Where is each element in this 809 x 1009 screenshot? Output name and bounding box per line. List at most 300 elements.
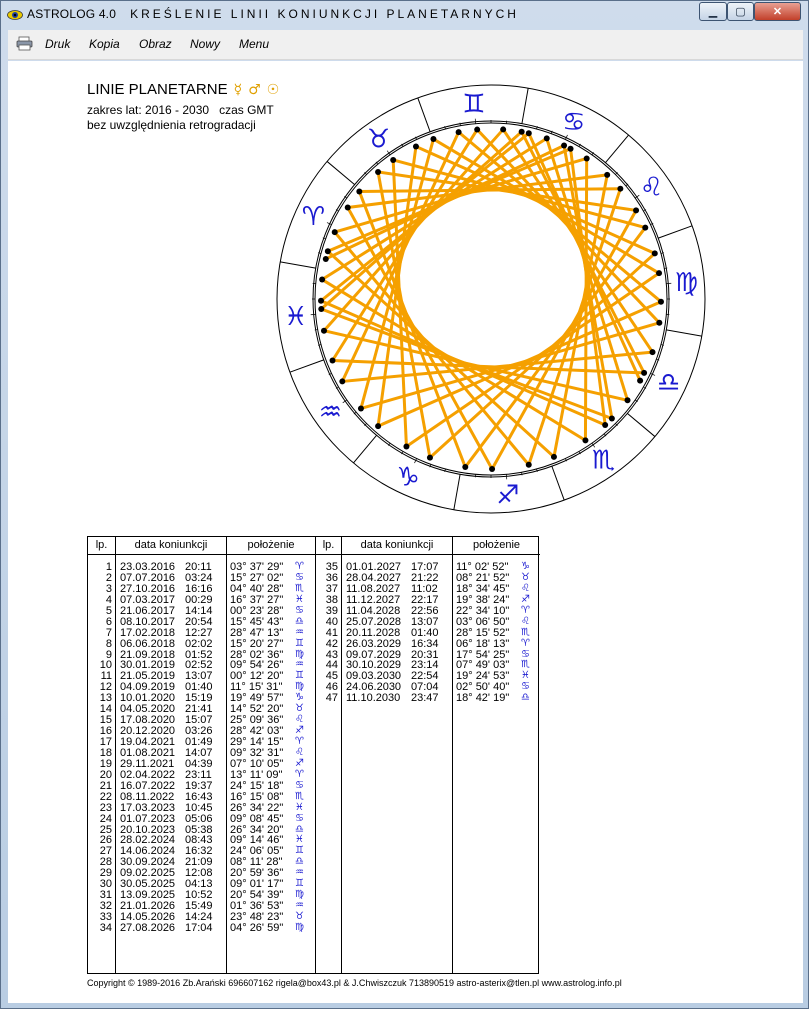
row-date: 14.05.2026 (120, 911, 176, 923)
row-sign-icon: ♊ (295, 845, 304, 857)
row-date: 01.07.2023 (120, 812, 176, 825)
conjunction-dot (489, 466, 495, 472)
row-time: 19:37 (185, 779, 213, 792)
row-degrees: 15° 45' 43" (230, 615, 284, 628)
zodiac-sign-icon: ♏ (591, 445, 616, 476)
row-date: 11.12.2027 (346, 593, 401, 606)
row-date: 11.08.2027 (346, 582, 401, 595)
retrograde-note: bez uwzględnienia retrogradacji (87, 118, 256, 132)
row-sign-icon: ♈ (521, 637, 530, 649)
row-sign-icon: ♎ (521, 692, 530, 704)
row-degrees: 04° 26' 59" (230, 921, 284, 934)
zodiac-sign-icon: ♉ (366, 124, 391, 155)
row-number: 20 (99, 768, 112, 781)
row-number: 44 (325, 659, 338, 672)
row-time: 04:13 (185, 878, 213, 891)
zodiac-sign-icon: ♓ (284, 302, 308, 333)
row-degrees: 13° 11' 09" (230, 768, 283, 781)
close-icon: ✕ (772, 6, 783, 18)
zodiac-sign-icon: ♍ (674, 267, 698, 298)
row-datetime (342, 693, 452, 704)
menu-druk[interactable]: Druk (45, 37, 71, 51)
conjunction-dot (561, 142, 567, 148)
row-date: 02.04.2022 (120, 768, 176, 781)
mercury-icon: ☿ (233, 82, 243, 98)
row-degrees: 09° 32' 31" (230, 746, 284, 759)
conjunction-dot (427, 455, 433, 461)
row-date: 25.07.2028 (346, 615, 402, 628)
row-date: 09.03.2030 (346, 670, 402, 683)
row-degrees: 06° 18' 13" (456, 637, 510, 650)
row-sign-icon: ♌ (521, 615, 530, 627)
row-sign-icon: ♉ (295, 703, 304, 715)
row-date: 19.04.2021 (120, 736, 176, 748)
row-date: 23.03.2016 (120, 561, 176, 573)
row-time: 05:38 (185, 823, 213, 836)
minimize-button[interactable] (699, 2, 727, 21)
row-sign-icon: ♍ (295, 889, 304, 901)
row-number: 7 (105, 626, 112, 639)
zodiac-sign-icon: ♑ (396, 462, 420, 493)
col-lp-1 (88, 537, 116, 973)
conjunction-dot (519, 129, 525, 135)
row-degrees: 09° 54' 26" (230, 659, 284, 672)
row-time: 15:07 (185, 714, 213, 727)
row-number: 11 (100, 670, 112, 683)
row-sign-icon: ♈ (295, 768, 304, 780)
maximize-icon: ▢ (735, 6, 746, 18)
conjunction-dot (323, 256, 329, 262)
row-time: 03:24 (185, 571, 213, 584)
row-number: 14 (99, 703, 112, 716)
conjunction-dot (625, 397, 631, 403)
row-date: 28.04.2027 (346, 571, 402, 584)
row-number: 8 (105, 637, 112, 650)
row-date: 11.10.2030 (346, 692, 401, 705)
row-date: 21.06.2017 (120, 604, 176, 617)
conjunction-table (87, 536, 539, 974)
row-degrees: 24° 06' 05" (230, 845, 284, 858)
menu-kopia[interactable]: Kopia (89, 37, 120, 51)
chart-title-text: LINIE PLANETARNE (87, 81, 228, 98)
col-date-1 (116, 537, 227, 973)
row-sign-icon: ♌ (295, 746, 304, 758)
conjunction-dot (375, 423, 381, 429)
conjunction-dot (356, 188, 362, 194)
col-pos-1 (227, 537, 316, 973)
row-date: 17.02.2018 (120, 626, 176, 639)
row-time: 22:17 (411, 593, 439, 606)
row-date: 17.08.2020 (120, 714, 176, 727)
row-time: 11:02 (411, 582, 438, 595)
row-time: 16:16 (185, 582, 213, 595)
conjunction-dot (474, 127, 480, 133)
row-sign-icon: ♋ (295, 571, 304, 583)
row-time: 10:52 (185, 889, 213, 902)
row-degrees: 09° 08' 45" (230, 812, 284, 825)
conjunction-dot (332, 229, 338, 235)
row-degrees: 28° 15' 52" (456, 626, 510, 639)
conjunction-dot (500, 126, 506, 132)
row-number: 41 (325, 626, 338, 639)
zodiac-sign-icon: ♈ (301, 202, 326, 233)
row-sign-icon: ♋ (295, 604, 304, 616)
row-sign-icon: ♓ (521, 670, 530, 682)
conjunction-dot (656, 320, 662, 326)
zodiac-sign-icon: ♎ (656, 367, 681, 398)
row-degrees: 26° 34' 20" (230, 823, 284, 836)
row-time: 14:07 (185, 746, 213, 759)
row-degrees: 25° 09' 36" (230, 714, 284, 727)
conjunction-dot (319, 277, 325, 283)
row-sign-icon: ♐ (295, 725, 304, 737)
lp-list-1 (88, 562, 115, 934)
menu-bar (8, 30, 803, 60)
row-sign-icon: ♐ (295, 757, 304, 769)
row-sign-icon: ♊ (295, 670, 304, 682)
row-time: 21:22 (411, 571, 439, 584)
col-lp-2 (316, 537, 342, 973)
row-number: 9 (105, 648, 112, 661)
row-time: 20:54 (185, 615, 213, 628)
row-date: 10.01.2020 (120, 692, 176, 705)
row-time: 22:54 (411, 670, 439, 683)
row-date: 21.05.2019 (120, 670, 176, 683)
row-time: 15:49 (185, 900, 213, 913)
row-number: 25 (99, 823, 112, 836)
row-sign-icon: ♋ (295, 812, 304, 824)
row-degrees: 16° 37' 27" (230, 593, 284, 606)
row-time: 05:06 (185, 812, 213, 825)
row-degrees: 19° 38' 24" (456, 593, 510, 606)
row-sign-icon: ♋ (295, 779, 304, 791)
row-number: 17 (99, 736, 112, 748)
row-sign-icon: ♋ (521, 648, 530, 660)
row-date: 01.01.2027 (346, 561, 402, 573)
row-number: 23 (99, 801, 112, 814)
row-time: 23:14 (411, 659, 439, 672)
col-pos-2 (453, 537, 540, 973)
row-sign-icon: ♉ (295, 911, 304, 922)
row-number: 34 (99, 921, 112, 934)
row-position (453, 693, 540, 704)
row-date: 20.11.2028 (346, 626, 401, 639)
wheel-rings (277, 85, 705, 513)
menu-obraz[interactable]: Obraz (139, 37, 172, 51)
row-number: 29 (99, 867, 112, 880)
row-degrees: 28° 02' 36" (230, 648, 284, 661)
menu-menu[interactable]: Menu (239, 37, 270, 51)
row-time: 14:14 (185, 604, 213, 617)
row-date: 07.03.2017 (120, 593, 176, 606)
row-time: 12:27 (185, 626, 213, 639)
row-time: 17:04 (185, 921, 213, 934)
row-sign-icon: ♎ (295, 823, 304, 835)
row-degrees: 24° 15' 18" (230, 779, 284, 792)
conjunction-dot (642, 225, 648, 231)
row-sign-icon: ♒ (295, 659, 304, 671)
row-degrees: 28° 42' 03" (230, 725, 284, 738)
conjunction-dot (658, 299, 664, 305)
row-sign-icon: ♉ (521, 571, 530, 583)
conjunction-dot (604, 172, 610, 178)
row-degrees: 08° 11' 28" (230, 856, 283, 869)
conjunction-dot (430, 136, 436, 142)
row-time: 10:45 (185, 801, 213, 814)
header-lp-2: lp. (316, 537, 341, 555)
row-number: 3 (105, 582, 112, 595)
row-date: 06.06.2018 (120, 637, 176, 650)
date-list-1 (116, 562, 226, 934)
row-date: 26.03.2029 (346, 637, 402, 650)
row-time: 20:11 (185, 561, 212, 573)
row-time: 08:43 (185, 834, 213, 847)
row-number: 37 (325, 582, 338, 595)
row-time: 21:09 (185, 856, 213, 869)
conjunction-dot (568, 146, 574, 152)
row-time: 13:07 (411, 615, 439, 628)
row-date: 30.01.2019 (120, 659, 176, 672)
conjunction-dot (526, 130, 532, 136)
row-time: 17:07 (411, 561, 439, 573)
row-degrees: 20° 59' 36" (230, 867, 284, 880)
row-degrees: 22° 34' 10" (456, 604, 510, 617)
row-sign-icon: ♓ (295, 834, 304, 846)
window-title (27, 7, 519, 21)
zodiac-sign-icon: ♒ (318, 397, 343, 428)
row-time: 15:19 (185, 692, 213, 705)
row-number: 38 (325, 593, 338, 606)
mars-icon: ♂ (248, 82, 261, 98)
row-time: 01:40 (411, 626, 439, 639)
row-number: 21 (99, 779, 112, 792)
header-pos: położenie (227, 537, 315, 555)
row-sign-icon: ♊ (295, 637, 304, 649)
row-degrees: 09° 14' 46" (230, 834, 284, 847)
row-number: 10 (99, 659, 112, 672)
minimize-icon: ▁ (708, 6, 718, 18)
row-date: 21.01.2026 (120, 900, 176, 913)
row-sign-icon: ♍ (295, 921, 304, 933)
row-date: 30.10.2029 (346, 659, 402, 672)
row-time: 01:49 (185, 736, 213, 748)
row-degrees: 11° 02' 52" (456, 561, 509, 573)
row-date: 29.11.2021 (120, 757, 175, 770)
zodiac-sign-icon: ♊ (462, 89, 486, 120)
header-date-2: data koniunkcji (342, 537, 452, 555)
header-lp: lp. (88, 537, 115, 555)
conjunction-dot (617, 186, 623, 192)
row-sign-icon: ♐ (521, 593, 530, 605)
row-sign-icon: ♒ (295, 626, 304, 638)
row-degrees: 23° 48' 23" (230, 911, 284, 923)
row-number: 30 (99, 878, 112, 891)
row-degrees: 00° 23' 28" (230, 604, 284, 617)
row-number: 24 (99, 812, 112, 825)
row-time: 13:07 (185, 670, 213, 683)
row-number: 27 (99, 845, 112, 858)
row-time: 16:43 (185, 790, 213, 803)
row-number: 4 (105, 593, 112, 606)
row-degrees: 08° 21' 52" (456, 571, 510, 584)
conjunction-dot (650, 349, 656, 355)
row-number: 40 (325, 615, 338, 628)
row-time: 01:52 (185, 648, 213, 661)
title-bar[interactable] (1, 1, 808, 29)
printer-icon[interactable] (16, 36, 33, 51)
row-sign-icon: ♍ (295, 681, 304, 693)
row-datetime (116, 923, 226, 934)
row-sign-icon: ♓ (295, 801, 304, 813)
row-time: 12:08 (185, 867, 213, 880)
row-time: 07:04 (411, 681, 439, 694)
row-degrees: 15° 20' 27" (230, 637, 284, 650)
row-date: 27.08.2026 (120, 921, 176, 934)
header-date: data koniunkcji (116, 537, 226, 555)
row-degrees: 03° 06' 50" (456, 615, 510, 628)
row-degrees: 29° 14' 15" (230, 736, 284, 748)
row-date: 04.09.2019 (120, 681, 176, 694)
app-name: ASTROLOG 4.0 (27, 7, 117, 21)
col-date-2 (342, 537, 453, 973)
row-degrees: 00° 12' 20" (230, 670, 284, 683)
row-date: 09.07.2029 (346, 648, 402, 661)
row-date: 14.06.2024 (120, 845, 176, 858)
row-sign-icon: ♑ (295, 692, 304, 704)
conjunction-dot (609, 416, 615, 422)
row-number: 31 (99, 889, 112, 902)
pos-list-1 (227, 562, 315, 934)
row-time: 01:40 (185, 681, 213, 694)
row-time: 04:39 (185, 757, 213, 770)
row-number: 28 (99, 856, 112, 869)
row-sign-icon: ♒ (295, 867, 304, 879)
row-date: 07.07.2016 (120, 571, 176, 584)
menu-nowy[interactable]: Nowy (190, 37, 221, 51)
header-pos-2: położenie (453, 537, 540, 555)
row-date: 08.10.2017 (120, 615, 176, 628)
conjunction-dot (390, 157, 396, 163)
conjunction-dot (656, 270, 662, 276)
row-time: 23:11 (185, 768, 212, 781)
row-date: 13.09.2025 (120, 889, 176, 902)
chart-title (87, 81, 279, 98)
conjunction-dot (375, 169, 381, 175)
sun-icon: ☉ (266, 82, 280, 98)
conjunction-dot (652, 250, 658, 256)
row-number: 19 (99, 757, 112, 770)
row-time: 14:24 (185, 911, 213, 923)
row-sign-icon: ♏ (295, 582, 304, 594)
row-sign-icon: ♋ (521, 681, 530, 693)
eye-app-icon (7, 8, 23, 22)
conjunction-dot (345, 204, 351, 210)
conjunction-dot (358, 405, 364, 411)
row-number: 46 (325, 681, 338, 694)
conjunction-dot (321, 328, 327, 334)
row-degrees: 16° 15' 08" (230, 790, 284, 803)
pos-list-2 (453, 562, 540, 704)
row-number: 15 (99, 714, 112, 727)
row-degrees: 18° 34' 45" (456, 582, 510, 595)
conjunction-dot (641, 370, 647, 376)
row-date: 04.05.2020 (120, 703, 176, 716)
row-number: 22 (99, 790, 112, 803)
row-number: 39 (325, 604, 338, 617)
zodiac-sign-icon: ♋ (562, 107, 586, 138)
conjunction-dot (456, 129, 462, 135)
window-subtitle: KREŚLENIE LINII KONIUNKCJI PLANETARNYCH (130, 7, 519, 21)
row-degrees: 19° 49' 57" (230, 692, 284, 705)
conjunction-dot (325, 248, 331, 254)
conjunction-dot (339, 378, 345, 384)
row-degrees: 09° 01' 17" (230, 878, 284, 891)
row-date: 20.10.2023 (120, 823, 176, 836)
row-time: 02:52 (185, 659, 213, 672)
chart-canvas (8, 61, 803, 1003)
row-degrees: 11° 15' 31" (230, 681, 283, 694)
row-sign-icon: ♒ (295, 900, 304, 912)
conjunction-dot (413, 143, 419, 149)
conjunction-dot (633, 207, 639, 213)
row-time: 16:34 (411, 637, 439, 650)
conjunction-dot (584, 155, 590, 161)
row-time: 16:32 (185, 845, 213, 858)
row-date: 08.11.2022 (120, 790, 175, 803)
row-degrees: 26° 34' 22" (230, 801, 284, 814)
row-sign-icon: ♌ (521, 582, 530, 594)
row-time: 20:31 (411, 648, 439, 661)
conjunction-dot (544, 135, 550, 141)
row-date: 21.09.2018 (120, 648, 176, 661)
row-date: 30.05.2025 (120, 878, 176, 891)
row-sign-icon: ♎ (295, 615, 304, 627)
row-sign-icon: ♑ (521, 561, 530, 572)
row-time: 03:26 (185, 725, 213, 738)
row-sign-icon: ♈ (521, 604, 530, 616)
maximize-button[interactable] (727, 2, 754, 21)
row-sign-icon: ♊ (295, 878, 304, 890)
row-date: 17.03.2023 (120, 801, 176, 814)
row-position (227, 923, 315, 934)
row-degrees: 04° 40' 28" (230, 582, 284, 595)
lp-list-2 (316, 562, 341, 704)
close-button[interactable] (754, 2, 801, 21)
row-time: 23:47 (411, 692, 439, 705)
row-number: 47 (325, 692, 338, 705)
row-sign-icon: ♏ (295, 790, 304, 802)
outer-ring (277, 85, 705, 513)
row-sign-icon: ♈ (295, 736, 304, 747)
row-number: 6 (105, 615, 112, 628)
row-degrees: 07° 49' 03" (456, 659, 510, 672)
zodiac-sign-icon: ♐ (496, 480, 520, 511)
row-sign-icon: ♎ (295, 856, 304, 868)
copyright-footer: Copyright © 1989-2016 Zb.Arański 696607162 rigela@box43.pl & J.Chwiszczuk 713890519 astro-asterix@tlen.pl www.astrolog.info.pl (87, 978, 622, 988)
row-degrees: 02° 50' 40" (456, 681, 510, 694)
row-number: 2 (105, 571, 112, 584)
row-degrees: 18° 42' 19" (456, 692, 510, 705)
conjunction-dot (637, 378, 643, 384)
row-number: 36 (325, 571, 338, 584)
row-degrees: 14° 52' 20" (230, 703, 284, 716)
row-degrees: 20° 54' 39" (230, 889, 284, 902)
row-number: 26 (99, 834, 112, 847)
conjunction-dot (582, 437, 588, 443)
row-date: 30.09.2024 (120, 856, 176, 869)
row-sign-icon: ♏ (521, 659, 530, 671)
row-date: 27.10.2016 (120, 582, 176, 595)
